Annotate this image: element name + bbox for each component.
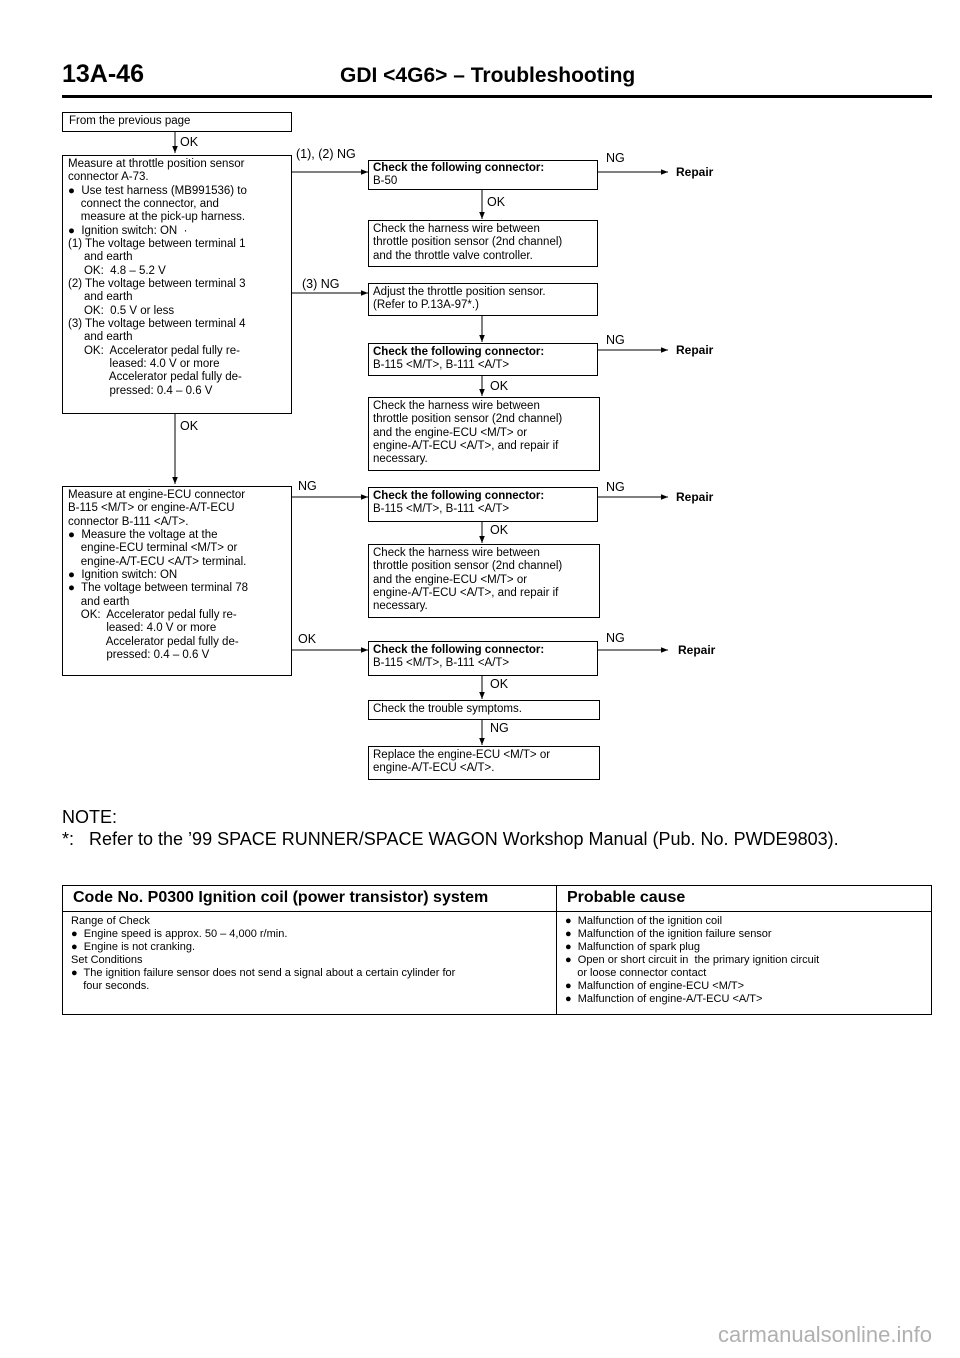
measure-tps-line: OK: 0.5 V or less xyxy=(68,304,175,317)
measure-tps-line: connector A-73. xyxy=(68,171,149,184)
ok-label-b115-3: OK xyxy=(490,677,509,691)
ng-label-1-2: (1), (2) NG xyxy=(296,147,356,161)
harness-3-line: throttle position sensor (2nd channel) xyxy=(373,560,563,573)
from-previous-page-label: From the previous page xyxy=(69,115,191,127)
range-of-check-cell xyxy=(63,912,557,1014)
ok-label-1: OK xyxy=(180,135,199,149)
repair-label-3: Repair xyxy=(676,490,714,504)
range-line: Range of Check xyxy=(71,915,150,927)
ng-label-ecu: NG xyxy=(298,479,317,493)
trouble-symptoms-box xyxy=(368,700,600,720)
measure-ecu-line: engine-ECU terminal <M/T> or xyxy=(68,542,238,555)
measure-ecu-line: leased: 4.0 V or more xyxy=(68,622,217,635)
check-connector-b115-box-2 xyxy=(368,487,598,522)
harness-check-box-2 xyxy=(368,397,600,471)
ok-label-b115-1: OK xyxy=(490,379,509,393)
cause-line: ● Open or short circuit in the primary ignition circuit xyxy=(565,953,820,966)
adjust-line: (Refer to P.13A-97*.) xyxy=(373,299,479,312)
check-connector-title: Check the following connector: xyxy=(373,490,545,502)
measure-ecu-line: B-115 <M/T> or engine-A/T-ECU xyxy=(68,502,235,515)
replace-line: engine-A/T-ECU <A/T>. xyxy=(373,762,495,775)
cause-line: or loose connector contact xyxy=(565,966,707,979)
replace-line: Replace the engine-ECU <M/T> or xyxy=(373,749,551,761)
page-title: GDI <4G6> – Troubleshooting xyxy=(340,64,636,87)
measure-tps-box xyxy=(62,155,292,414)
harness-1-line: and the throttle valve controller. xyxy=(373,249,533,262)
measure-ecu-line: and earth xyxy=(68,595,130,608)
measure-ecu-box xyxy=(62,486,292,676)
check-connector-b50-box xyxy=(368,160,598,190)
connector-id: B-115 <M/T>, B-111 <A/T> xyxy=(373,359,510,372)
connector-id: B-115 <M/T>, B-111 <A/T> xyxy=(373,657,510,670)
check-connector-title: Check the following connector: xyxy=(373,346,545,358)
measure-tps-line: leased: 4.0 V or more xyxy=(68,357,220,370)
harness-3-line: and the engine-ECU <M/T> or xyxy=(373,573,528,586)
adjust-line: Adjust the throttle position sensor. xyxy=(373,286,546,298)
measure-tps-line: OK: Accelerator pedal fully re- xyxy=(68,344,240,357)
from-previous-page-box xyxy=(62,112,292,132)
replace-ecu-box xyxy=(368,746,600,780)
measure-tps-line: OK: 4.8 – 5.2 V xyxy=(68,264,166,277)
harness-2-line: throttle position sensor (2nd channel) xyxy=(373,413,563,426)
range-line: ● Engine speed is approx. 50 – 4,000 r/min. xyxy=(71,927,288,940)
ok-label-2: OK xyxy=(180,419,199,433)
connector-id: B-50 xyxy=(373,175,398,188)
ng-label-b50: NG xyxy=(606,151,625,165)
range-line: four seconds. xyxy=(71,979,150,992)
ng-label-trouble: NG xyxy=(490,721,509,735)
measure-tps-line: Accelerator pedal fully de- xyxy=(68,371,242,384)
ok-label-b115-2: OK xyxy=(490,523,509,537)
cause-line: ● Malfunction of the ignition failure sensor xyxy=(565,927,772,940)
measure-tps-line: Measure at throttle position sensor xyxy=(68,158,245,170)
code-p0300-table xyxy=(62,885,932,1015)
harness-3-line: engine-A/T-ECU <A/T>, and repair if xyxy=(373,586,559,599)
range-line: Set Conditions xyxy=(71,953,143,966)
range-line: ● The ignition failure sensor does not send a signal about a certain cylinder for xyxy=(71,966,456,979)
trouble-symptoms-text: Check the trouble symptoms. xyxy=(373,703,522,715)
range-line: ● Engine is not cranking. xyxy=(71,940,196,953)
measure-tps-line: pressed: 0.4 – 0.6 V xyxy=(68,384,213,397)
harness-check-box-1 xyxy=(368,220,598,267)
measure-ecu-line: OK: Accelerator pedal fully re- xyxy=(68,608,237,621)
adjust-tps-box xyxy=(368,283,598,316)
measure-ecu-line: engine-A/T-ECU <A/T> terminal. xyxy=(68,555,247,568)
measure-tps-line: (2) The voltage between terminal 3 xyxy=(68,277,246,290)
ng-label-b115-1: NG xyxy=(606,333,625,347)
measure-tps-line: and earth xyxy=(68,251,133,264)
measure-ecu-line: Accelerator pedal fully de- xyxy=(68,635,239,648)
check-connector-title: Check the following connector: xyxy=(373,162,545,174)
cause-line: ● Malfunction of the ignition coil xyxy=(565,915,723,927)
ng-label-b115-3: NG xyxy=(606,631,625,645)
harness-2-line: Check the harness wire between xyxy=(373,400,540,412)
ok-label-b50: OK xyxy=(487,195,506,209)
harness-2-line: necessary. xyxy=(373,453,428,466)
measure-tps-line: and earth xyxy=(68,331,133,344)
harness-check-box-3 xyxy=(368,544,600,618)
ng-label-b115-2: NG xyxy=(606,480,625,494)
measure-tps-line: (1) The voltage between terminal 1 xyxy=(68,237,246,250)
measure-tps-line: (3) The voltage between terminal 4 xyxy=(68,317,246,330)
measure-tps-line: and earth xyxy=(68,291,133,304)
measure-ecu-line: ● Ignition switch: ON xyxy=(68,568,178,581)
cause-line: ● Malfunction of spark plug xyxy=(565,940,701,953)
probable-cause-cell xyxy=(557,912,931,1014)
measure-ecu-line: Measure at engine-ECU connector xyxy=(68,489,246,501)
measure-tps-line: ● Use test harness (MB991536) to xyxy=(68,184,247,197)
connector-id: B-115 <M/T>, B-111 <A/T> xyxy=(373,503,510,516)
repair-label-2: Repair xyxy=(676,343,714,357)
check-connector-b115-box-3 xyxy=(368,641,598,676)
page-code: 13A-46 xyxy=(62,60,144,88)
repair-label-1: Repair xyxy=(676,165,714,179)
harness-1-line: Check the harness wire between xyxy=(373,223,540,235)
harness-3-line: necessary. xyxy=(373,600,428,613)
measure-ecu-line: ● The voltage between terminal 78 xyxy=(68,582,248,595)
harness-2-line: and the engine-ECU <M/T> or xyxy=(373,426,528,439)
harness-1-line: throttle position sensor (2nd channel) xyxy=(373,236,563,249)
ok-label-ecu: OK xyxy=(298,632,317,646)
harness-3-line: Check the harness wire between xyxy=(373,547,540,559)
note-text: *: Refer to the ’99 SPACE RUNNER/SPACE WAGON Workshop Manual (Pub. No. PWDE9803). xyxy=(62,829,839,849)
cause-line: ● Malfunction of engine-ECU <M/T> xyxy=(565,979,745,992)
watermark: carmanualsonline.info xyxy=(717,1322,932,1347)
measure-tps-line: connect the connector, and xyxy=(68,197,219,210)
repair-label-4: Repair xyxy=(678,643,716,657)
code-heading: Code No. P0300 Ignition coil (power transistor) system xyxy=(63,886,557,912)
cause-line: ● Malfunction of engine-A/T-ECU <A/T> xyxy=(565,992,763,1005)
note-label: NOTE: xyxy=(62,807,118,827)
measure-tps-line: measure at the pick-up harness. xyxy=(68,211,246,224)
measure-tps-line: ● Ignition switch: ON · xyxy=(68,224,188,237)
harness-2-line: engine-A/T-ECU <A/T>, and repair if xyxy=(373,439,559,452)
measure-ecu-line: pressed: 0.4 – 0.6 V xyxy=(68,648,210,661)
check-connector-title: Check the following connector: xyxy=(373,644,545,656)
check-connector-b115-box-1 xyxy=(368,343,598,376)
measure-ecu-line: connector B-111 <A/T>. xyxy=(68,515,189,528)
probable-cause-heading: Probable cause xyxy=(557,886,931,912)
ng-label-3: (3) NG xyxy=(302,277,340,291)
measure-ecu-line: ● Measure the voltage at the xyxy=(68,528,218,541)
